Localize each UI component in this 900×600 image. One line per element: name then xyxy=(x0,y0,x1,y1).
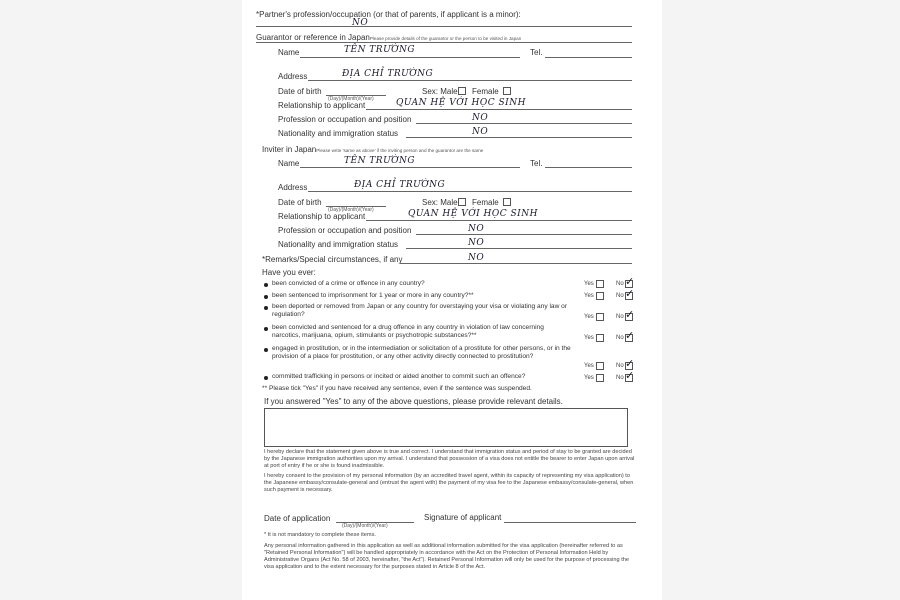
no-label: No xyxy=(616,363,624,369)
question-trafficking-yes-checkbox[interactable] xyxy=(596,374,604,382)
guarantor-name-label: Name xyxy=(278,48,300,57)
question-trafficking: committed trafficking in persons or incited or aided another to commit such an offence? xyxy=(272,373,526,380)
inviter-female-label: Female xyxy=(472,198,499,207)
inviter-male-checkbox[interactable] xyxy=(458,198,466,206)
partner-value[interactable]: NO xyxy=(352,18,369,28)
declaration-paragraph-1: I hereby declare that the statement given above is true and correct. I understand that immigration status and period of stay to be granted are decided by the Japanese immigration authorities upon my arrival. I understand that possession of a visa does not entitle the bearer to enter Japan upon arrival at port of entry if he or she is found inadmissible. xyxy=(264,449,635,469)
yes-label: Yes xyxy=(584,314,594,320)
check-mark-icon: ✓ xyxy=(625,276,635,288)
guarantor-female-label: Female xyxy=(472,87,499,96)
question-crime: been convicted of a crime or offence in any country? xyxy=(272,280,425,287)
no-label: No xyxy=(616,335,624,341)
guarantor-relationship-line xyxy=(366,109,632,110)
question-bullet xyxy=(264,327,268,331)
inviter-female-checkbox[interactable] xyxy=(503,198,511,206)
date-of-application-label: Date of application xyxy=(264,514,331,523)
signature-line[interactable] xyxy=(504,522,636,523)
question-bullet xyxy=(264,283,268,287)
guarantor-nationality-line xyxy=(406,137,632,138)
guarantor-female-checkbox[interactable] xyxy=(503,87,511,95)
guarantor-relationship-value[interactable]: QUAN HỆ VỚI HỌC SINH xyxy=(396,98,526,108)
guarantor-nationality-label: Nationality and immigration status xyxy=(278,129,399,138)
no-label: No xyxy=(616,293,624,299)
inviter-relationship-value[interactable]: QUAN HỆ VỚI HỌC SINH xyxy=(408,209,538,219)
declaration-paragraph-2: I hereby consent to the provision of my personal information (by an accredited travel agent, within its capacity of representing my visa application) to the Japanese embassy/consulate-general and (entrust the agent with) the payment of my visa fee to the Japanese embassy/consulate-general, when such payment is necessary. xyxy=(264,473,634,493)
inviter-relationship-label: Relationship to applicant xyxy=(278,212,366,221)
question-deported-yes-checkbox[interactable] xyxy=(596,313,604,321)
partner-line xyxy=(256,26,632,27)
guarantor-heading-line xyxy=(256,42,632,43)
guarantor-profession-value[interactable]: NO xyxy=(472,113,489,123)
question-imprisonment-yes-checkbox[interactable] xyxy=(596,292,604,300)
yes-label: Yes xyxy=(584,335,594,341)
questions-note: ** Please tick "Yes" if you have received any sentence, even if the sentence was suspended. xyxy=(262,385,532,392)
question-bullet xyxy=(264,306,268,310)
guarantor-name-value[interactable]: TÊN TRƯỜNG xyxy=(344,45,416,55)
yes-label: Yes xyxy=(584,293,594,299)
inviter-dob-hint: (Day)/(Month)/(Year) xyxy=(328,207,374,213)
not-mandatory-note: * It is not mandatory to complete these items. xyxy=(264,532,376,538)
inviter-name-label: Name xyxy=(278,159,300,168)
guarantor-tel-label: Tel. xyxy=(530,48,543,57)
check-mark-icon: ✓ xyxy=(625,288,635,300)
guarantor-male-checkbox[interactable] xyxy=(458,87,466,95)
inviter-relationship-line xyxy=(366,220,632,221)
inviter-tel-line[interactable] xyxy=(545,167,632,168)
inviter-dob-label: Date of birth xyxy=(278,198,322,207)
inviter-nationality-line xyxy=(406,248,632,249)
guarantor-tel-line[interactable] xyxy=(545,57,632,58)
yes-label: Yes xyxy=(584,375,594,381)
inviter-nationality-label: Nationality and immigration status xyxy=(278,240,399,249)
question-drug-yes-checkbox[interactable] xyxy=(596,334,604,342)
questions-heading: Have you ever: xyxy=(262,268,316,277)
no-label: No xyxy=(616,281,624,287)
guarantor-nationality-value[interactable]: NO xyxy=(472,127,489,137)
signature-label: Signature of applicant xyxy=(424,513,502,522)
guarantor-address-line xyxy=(308,80,632,81)
check-mark-icon: ✓ xyxy=(625,358,635,370)
visa-application-page xyxy=(242,0,662,600)
inviter-address-value[interactable]: ĐỊA CHỈ TRƯỜNG xyxy=(354,180,446,190)
check-mark-icon: ✓ xyxy=(625,370,635,382)
question-imprisonment: been sentenced to imprisonment for 1 year or more in any country?** xyxy=(272,292,474,299)
inviter-address-line xyxy=(308,191,632,192)
check-mark-icon: ✓ xyxy=(625,330,635,342)
question-prostitution-yes-checkbox[interactable] xyxy=(596,362,604,370)
guarantor-profession-line xyxy=(416,123,632,124)
remarks-value[interactable]: NO xyxy=(468,253,485,263)
guarantor-sex-label: Sex: Male xyxy=(422,87,458,96)
privacy-notice: Any personal information gathered in this application as well as additional information submitted for the visa application (hereinafter referred to as "Retained Personal Information") will be handled appropriately in accordance with the Act on the Protection of Personal Information Held by Administrative Organs (Act No. 58 of 2003, hereinafter, "the Act"). Retained Personal Information will only be used for the purpose of processing the visa application and to the extent necessary for the purposes stated in Article 8 of the Act. xyxy=(264,543,629,570)
inviter-profession-line xyxy=(416,234,632,235)
guarantor-address-value[interactable]: ĐỊA CHỈ TRƯỜNG xyxy=(342,69,434,79)
inviter-address-label: Address xyxy=(278,183,308,192)
question-bullet xyxy=(264,295,268,299)
guarantor-address-label: Address xyxy=(278,72,308,81)
details-prompt: If you answered "Yes" to any of the above questions, please provide relevant details. xyxy=(264,397,563,406)
question-drug: been convicted and sentenced for a drug offence in any country in violation of law concerning narcotics, marijuana, opium, stimulants or psychotropic substances?** xyxy=(272,324,544,339)
question-prostitution: engaged in prostitution, or in the intermediation or solicitation of a prostitute for other persons, or in the provision of a place for prostitution, or any other activity directly connected to prostitution? xyxy=(272,345,571,360)
question-bullet xyxy=(264,376,268,380)
partner-label: *Partner's profession/occupation (or that of parents, if applicant is a minor): xyxy=(256,10,521,19)
inviter-name-line xyxy=(300,167,520,168)
remarks-label: *Remarks/Special circumstances, if any xyxy=(262,255,403,264)
guarantor-dob-hint: (Day)/(Month)/(Year) xyxy=(328,96,374,102)
yes-label: Yes xyxy=(584,363,594,369)
inviter-nationality-value[interactable]: NO xyxy=(468,238,485,248)
no-label: No xyxy=(616,314,624,320)
no-label: No xyxy=(616,375,624,381)
yes-label: Yes xyxy=(584,281,594,287)
check-mark-icon: ✓ xyxy=(625,309,635,321)
inviter-name-value[interactable]: TÊN TRƯỜNG xyxy=(344,156,416,166)
guarantor-profession-label: Profession or occupation and position xyxy=(278,115,412,124)
inviter-tel-label: Tel. xyxy=(530,159,543,168)
inviter-profession-value[interactable]: NO xyxy=(468,224,485,234)
inviter-heading: Inviter in JapanPlease write 'same as above' if the inviting person and the guarantor are the same xyxy=(262,145,484,154)
remarks-line xyxy=(400,263,632,264)
date-of-application-hint: (Day)/(Month)/(Year) xyxy=(342,523,388,529)
details-textarea[interactable] xyxy=(264,408,628,447)
question-deported: been deported or removed from Japan or any country for overstaying your visa or violating any law or regulation? xyxy=(272,303,568,318)
question-crime-yes-checkbox[interactable] xyxy=(596,280,604,288)
inviter-profession-label: Profession or occupation and position xyxy=(278,226,412,235)
guarantor-relationship-label: Relationship to applicant xyxy=(278,101,366,110)
guarantor-heading: Guarantor or reference in JapanPlease provide details of the guarantor or the person to be visited in Japan xyxy=(256,33,522,42)
inviter-sex-label: Sex: Male xyxy=(422,198,458,207)
question-bullet xyxy=(264,348,268,352)
guarantor-name-line xyxy=(300,57,520,58)
guarantor-dob-label: Date of birth xyxy=(278,87,322,96)
